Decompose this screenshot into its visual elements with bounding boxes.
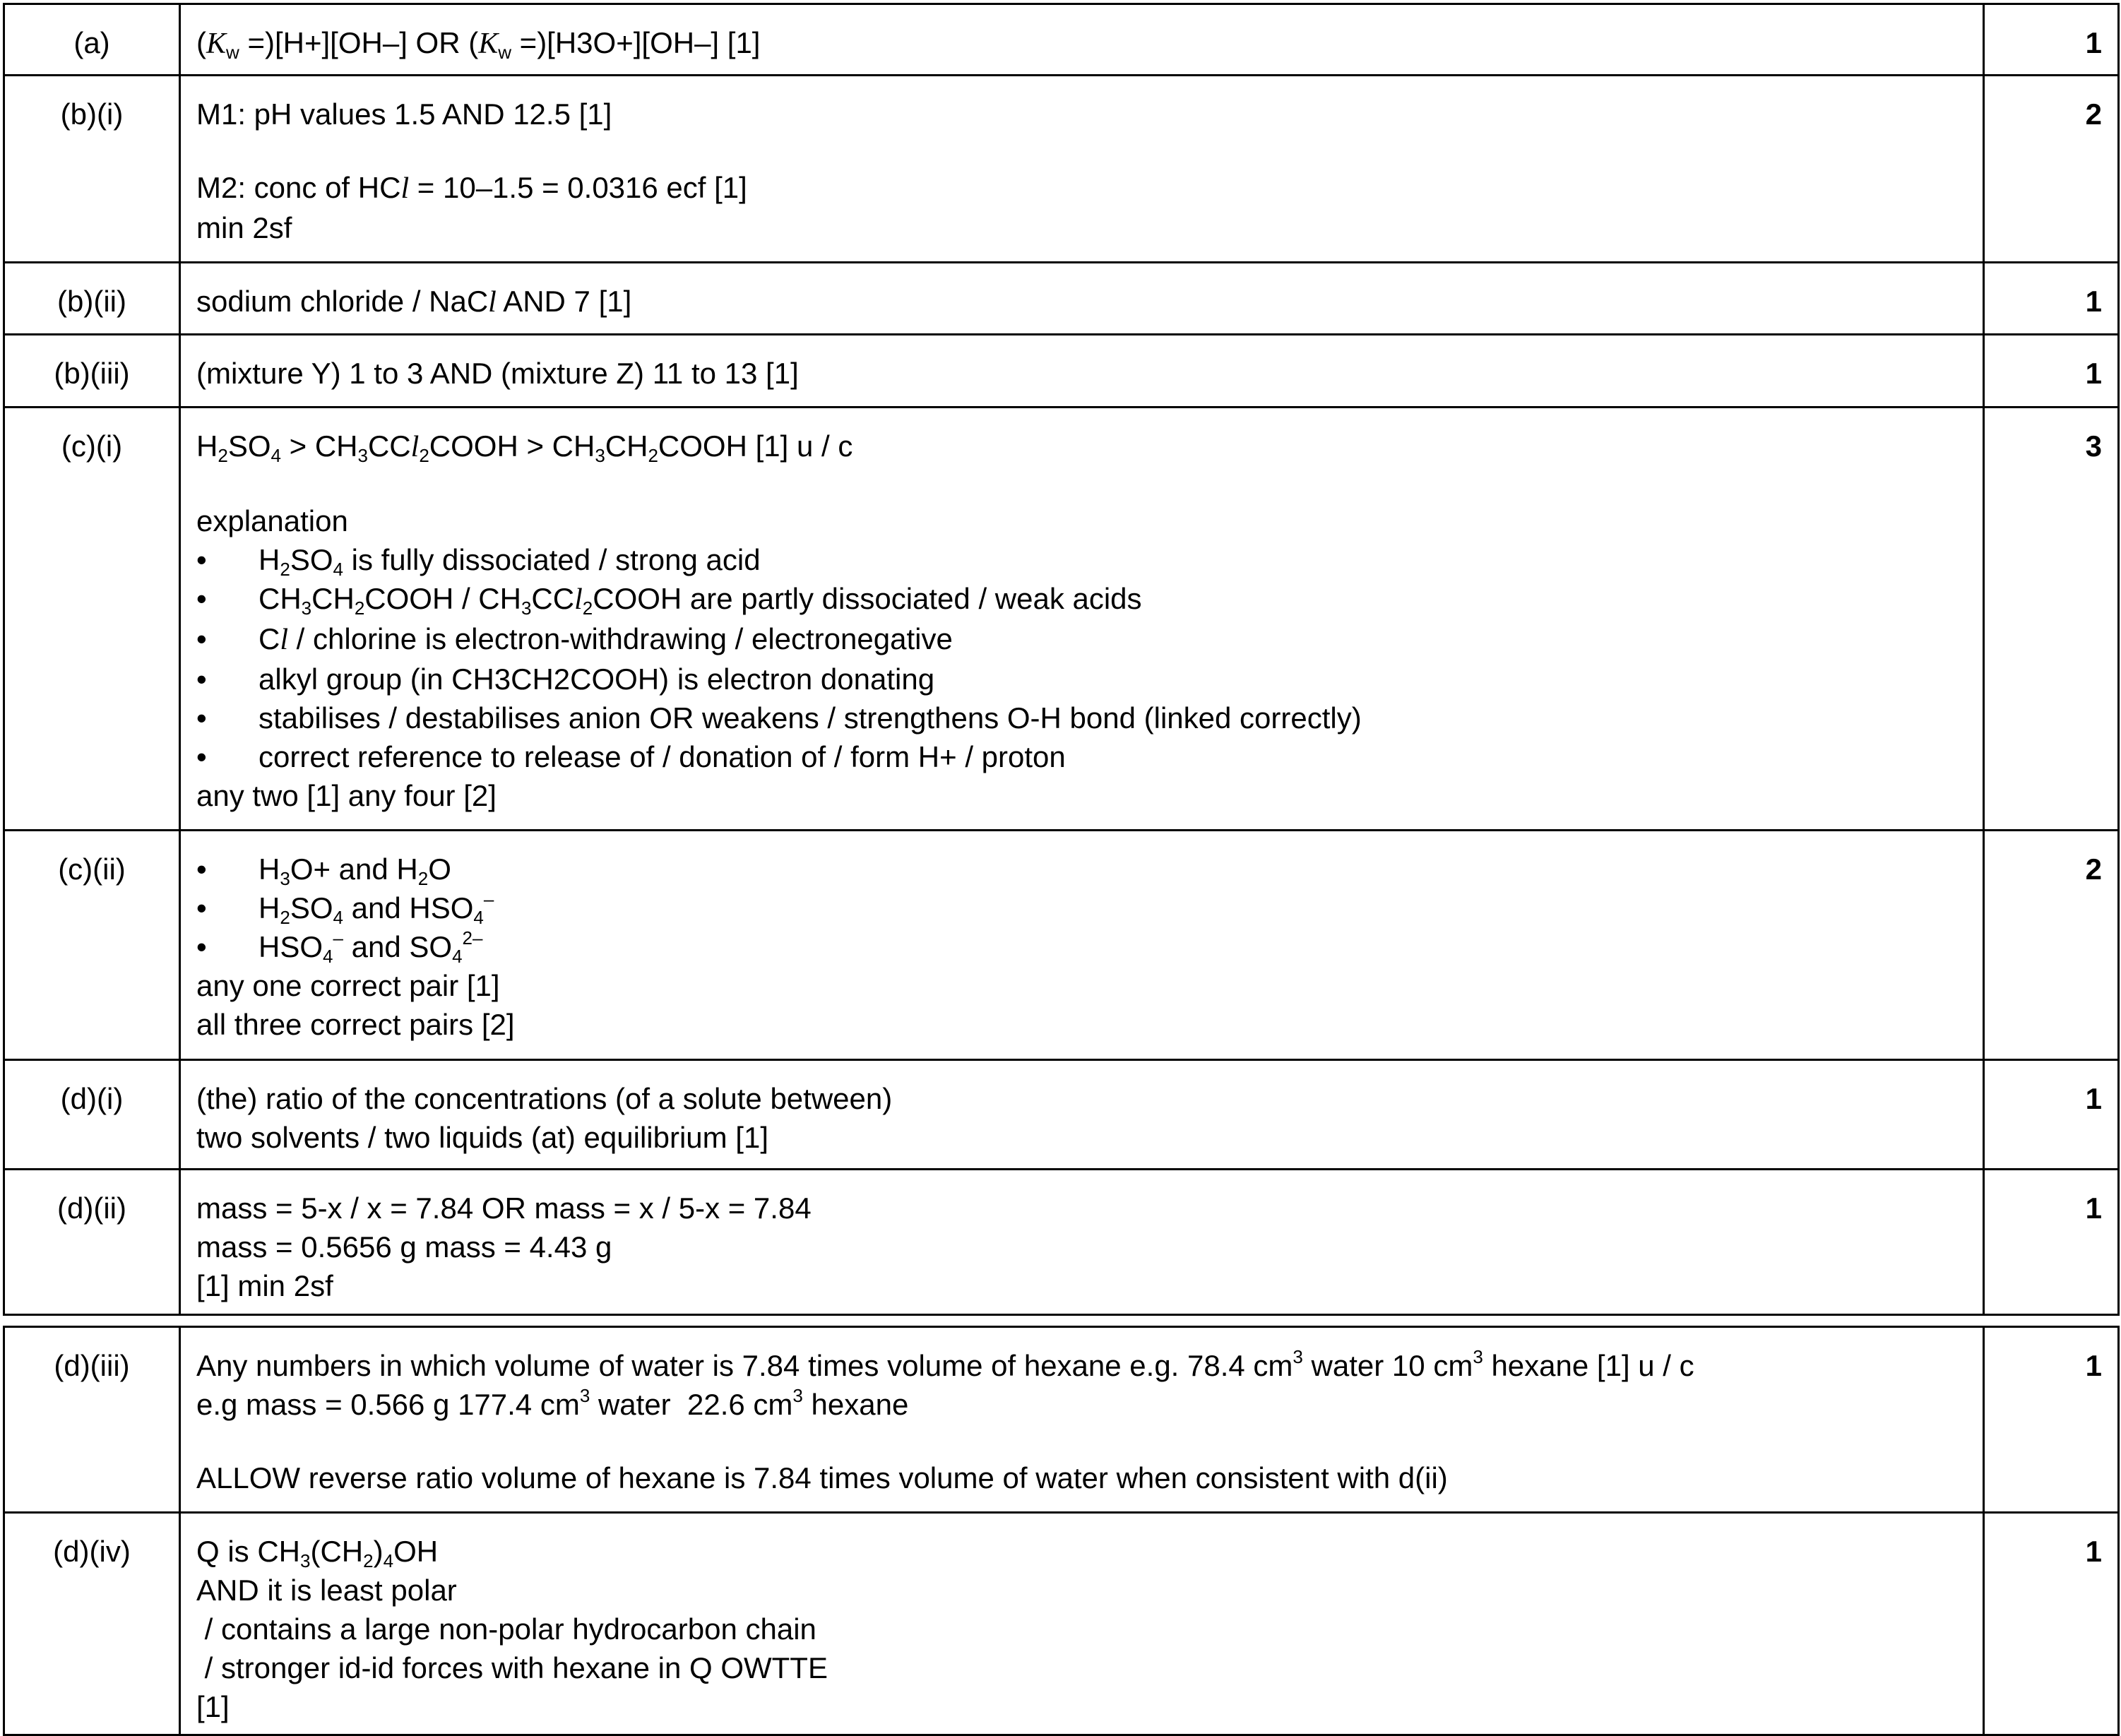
- question-number: (c)(i): [4, 408, 180, 831]
- question-number: (b)(ii): [4, 263, 180, 335]
- answer-text: [180, 263, 1984, 335]
- answer-line: mass = 0.5656 g mass = 4.43 g: [196, 1230, 612, 1264]
- answer-line: M1: pH values 1.5 AND 12.5 [1]: [196, 97, 612, 131]
- answer-line: Any numbers in which volume of water is 7.84 times volume of hexane e.g. 78.4 $cm^3$ water 10 $cm^3$ hexane [1] u / c: [196, 1346, 1694, 1382]
- answer-text: [180, 335, 1984, 408]
- mark-scheme-row: [4, 335, 2119, 408]
- question-number: (d)(i): [4, 1060, 180, 1170]
- mark-scheme-row: [4, 4, 2119, 76]
- question-number: (d)(iv): [4, 1513, 180, 1735]
- answer-line: mass = 5-x / x = 7.84 OR mass = x / 5-x = 7.84: [196, 1191, 812, 1225]
- answer-line: all three correct pairs [2]: [196, 1008, 515, 1041]
- question-number: (a): [4, 4, 180, 76]
- answer-line: Q is $CH_3(CH_2)_4OH$: [196, 1535, 439, 1571]
- marks-value: 2: [1984, 76, 2119, 263]
- question-number: (d)(ii): [4, 1170, 180, 1315]
- mark-scheme-row: [4, 76, 2119, 263]
- answer-line: M2: conc of HCl = 10–1.5 = 0.0316 ecf [1]: [196, 171, 747, 205]
- mark-scheme-table-part-1: [3, 3, 2120, 1316]
- marks-value: 1: [1984, 4, 2119, 76]
- question-number: (b)(iii): [4, 335, 180, 408]
- bullet-point: • correct reference to release of / donation of / form H+ / proton: [196, 737, 1983, 776]
- marks-value: 1: [1984, 1060, 2119, 1170]
- bullet-point: • $CH_3CH_2COOH$ / $CH_3CCl_2COOH$ are partly dissociated / weak acids: [196, 579, 1983, 619]
- answer-text: [180, 1170, 1984, 1315]
- bullet-point: • $HSO_4^-$ and $SO_4^{2-}$: [196, 927, 1983, 966]
- mark-scheme-row: [4, 1513, 2119, 1735]
- blank-line: [196, 1424, 1983, 1458]
- bullet-point: • stabilises / destabilises anion OR weakens / strengthens O-H bond (linked correctly): [196, 698, 1983, 737]
- answer-line: [1] min 2sf: [196, 1269, 333, 1302]
- blank-line: [196, 133, 1983, 168]
- mark-scheme-row: [4, 1170, 2119, 1315]
- mark-scheme-row: [4, 1327, 2119, 1513]
- answer-line: / contains a large non-polar hydrocarbon chain: [196, 1612, 816, 1646]
- mark-scheme-row: [4, 831, 2119, 1060]
- question-number: (d)(iii): [4, 1327, 180, 1513]
- marks-value: 1: [1984, 1327, 2119, 1513]
- answer-line: [1]: [196, 1690, 230, 1723]
- answer-line: (mixture Y) 1 to 3 AND (mixture Z) 11 to 13 [1]: [196, 357, 799, 390]
- answer-line: (the) ratio of the concentrations (of a solute between): [196, 1082, 893, 1115]
- answer-text: [180, 831, 1984, 1060]
- bullet-point: • alkyl group (in CH3CH2COOH) is electron donating: [196, 660, 1983, 698]
- mark-scheme-row: [4, 408, 2119, 831]
- answer-line: any two [1] any four [2]: [196, 779, 497, 812]
- bullet-point: • $H_3O+$ and $H_2O$: [196, 850, 1983, 888]
- answer-text: [180, 1513, 1984, 1735]
- answer-line: / stronger id-id forces with hexane in Q OWTTE: [196, 1651, 828, 1684]
- marks-value: 3: [1984, 408, 2119, 831]
- marks-value: 1: [1984, 1513, 2119, 1735]
- answer-line: explanation: [196, 504, 348, 537]
- marks-value: 1: [1984, 263, 2119, 335]
- answer-line: AND it is least polar: [196, 1574, 457, 1607]
- blank-line: [196, 467, 1983, 501]
- answer-text: [180, 1327, 1984, 1513]
- answer-line: $(K_w =)[H+][OH-]$ OR $(K_w =)[H3O+][OH-]$ [1]: [196, 26, 761, 63]
- answer-text: [180, 1060, 1984, 1170]
- answer-line: ALLOW reverse ratio volume of hexane is 7.84 times volume of water when consistent with d(ii): [196, 1461, 1448, 1494]
- mark-scheme-table-part-2: [3, 1326, 2120, 1736]
- answer-line: min 2sf: [196, 211, 292, 244]
- mark-scheme-row: [4, 263, 2119, 335]
- answer-text: [180, 76, 1984, 263]
- marks-value: 1: [1984, 335, 2119, 408]
- answer-line: two solvents / two liquids (at) equilibrium [1]: [196, 1121, 768, 1154]
- answer-line: $H_2SO_4$ > $CH_3CCl_2COOH$ > $CH_3CH_2COOH$ [1] u / c: [196, 429, 853, 466]
- question-number: (c)(ii): [4, 831, 180, 1060]
- answer-text: [180, 408, 1984, 831]
- mark-scheme-row: [4, 1060, 2119, 1170]
- answer-line: e.g mass = 0.566 g 177.4 $cm^3$ water 22.6 $cm^3$ hexane: [196, 1385, 909, 1421]
- bullet-point: • $H_2SO_4$ is fully dissociated / strong acid: [196, 540, 1983, 579]
- marks-value: 2: [1984, 831, 2119, 1060]
- bullet-point: • $H_2SO_4$ and $HSO_4^-$: [196, 888, 1983, 927]
- question-number: (b)(i): [4, 76, 180, 263]
- bullet-point: • Cl / chlorine is electron-withdrawing / electronegative: [196, 619, 1983, 660]
- answer-line: any one correct pair [1]: [196, 969, 500, 1002]
- answer-text: [180, 4, 1984, 76]
- answer-line: sodium chloride / NaCl AND 7 [1]: [196, 285, 632, 319]
- marks-value: 1: [1984, 1170, 2119, 1315]
